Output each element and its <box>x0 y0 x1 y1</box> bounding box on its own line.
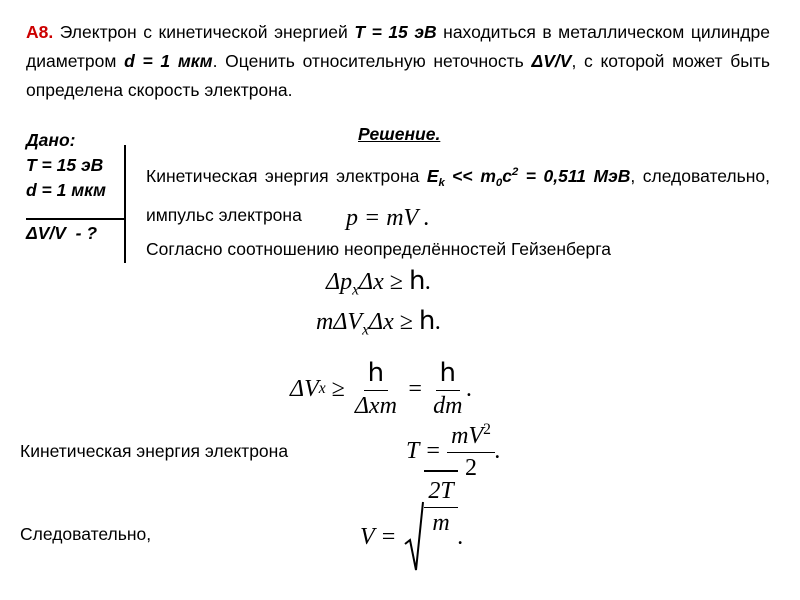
given-d: d = 1 мкм <box>26 180 106 200</box>
given-vertical-divider <box>124 145 126 263</box>
given-title: Дано: <box>26 130 76 150</box>
p1-m: m <box>480 165 496 186</box>
heis1-dx: Δx ≥ <box>359 269 409 295</box>
dvx-num1: h <box>364 358 388 391</box>
p1-E: E <box>426 165 439 186</box>
p1-much-less: << <box>444 165 481 186</box>
solution-heading: Решение. <box>358 124 441 144</box>
sqrt-sign <box>404 500 424 574</box>
heis1-end: . <box>425 269 432 295</box>
dvx-den2: dm <box>433 393 463 419</box>
p1-text: Кинетическая энергия электрона <box>146 165 427 186</box>
heis2-hbar: h <box>418 306 436 336</box>
heis2-mdv: mΔV <box>316 309 363 335</box>
heis1-hbar: h <box>408 266 426 296</box>
dvx-ge: ≥ <box>325 375 351 402</box>
dvx-eq: = <box>400 375 430 402</box>
given-T: T = 15 эВ <box>26 155 104 175</box>
dvx-num2: h <box>436 358 460 391</box>
v-num: 2T <box>424 478 457 508</box>
heis1-sub: x <box>352 281 360 299</box>
ke-num <box>447 421 495 453</box>
hence-label: Следовательно, <box>20 524 152 544</box>
velocity-formula <box>360 477 464 574</box>
dvx-sub: x <box>318 380 326 397</box>
p1-E-sub: k <box>438 176 445 189</box>
ke-num-sup: 2 <box>483 421 491 438</box>
dvx-fraction-1 <box>351 358 401 420</box>
problem-dv-ratio: ΔV/V <box>531 51 572 71</box>
problem-statement <box>26 18 770 105</box>
p1-value: = 0,511 МэВ <box>518 165 631 186</box>
problem-text-3: . Оценить относительную неточность <box>212 51 532 71</box>
problem-number: А8. <box>26 22 54 42</box>
problem-text-1: Электрон с кинетической энергией <box>53 22 355 42</box>
momentum-formula: p = mV . <box>346 205 430 231</box>
p1-m-sub: 0 <box>495 176 503 189</box>
ke-num-text: mV <box>451 423 484 449</box>
p1-c: c <box>502 165 512 186</box>
given-block <box>26 128 126 246</box>
v-fraction <box>424 470 457 537</box>
heisenberg-formula-2 <box>316 306 441 339</box>
velocity-uncertainty-formula <box>290 358 472 420</box>
ke-lhs: T = <box>406 438 448 464</box>
ke-end: . <box>494 438 501 464</box>
given-find: ΔV/V - ? <box>26 223 98 243</box>
solution-paragraph-2: Согласно соотношению неопределённостей Гейзенберга <box>146 239 612 259</box>
problem-T: T = 15 эВ <box>354 22 437 42</box>
dvx-den1: Δxm <box>354 393 397 419</box>
dvx-lhs: ΔV <box>290 375 319 402</box>
problem-d: d = 1 мкм <box>124 51 213 71</box>
heis2-end: . <box>435 309 442 335</box>
v-den: m <box>432 509 450 536</box>
given-horizontal-divider <box>26 218 124 220</box>
problem-text-4: , с которой может быть определена скорость электрона. <box>26 51 770 100</box>
dvx-end: . <box>466 375 473 402</box>
heis2-sub: x <box>362 321 369 339</box>
p1-c-sup: 2 <box>511 166 519 178</box>
v-end: . <box>457 523 464 550</box>
dvx-fraction-2 <box>429 358 466 420</box>
kinetic-energy-label: Кинетическая энергия электрона <box>20 441 289 461</box>
problem-text-2: находиться в металлическом цилиндре диаметром <box>26 22 770 71</box>
heis2-dx: Δx ≥ <box>369 309 419 335</box>
heisenberg-formula-1 <box>326 266 431 299</box>
ke-den: 2 <box>465 455 477 481</box>
heis1-dp: Δp <box>326 269 353 295</box>
v-lhs: V = <box>360 523 403 550</box>
p1-tail: , следовательно, импульс электрона <box>146 165 770 225</box>
solution-paragraph-1 <box>146 156 770 231</box>
